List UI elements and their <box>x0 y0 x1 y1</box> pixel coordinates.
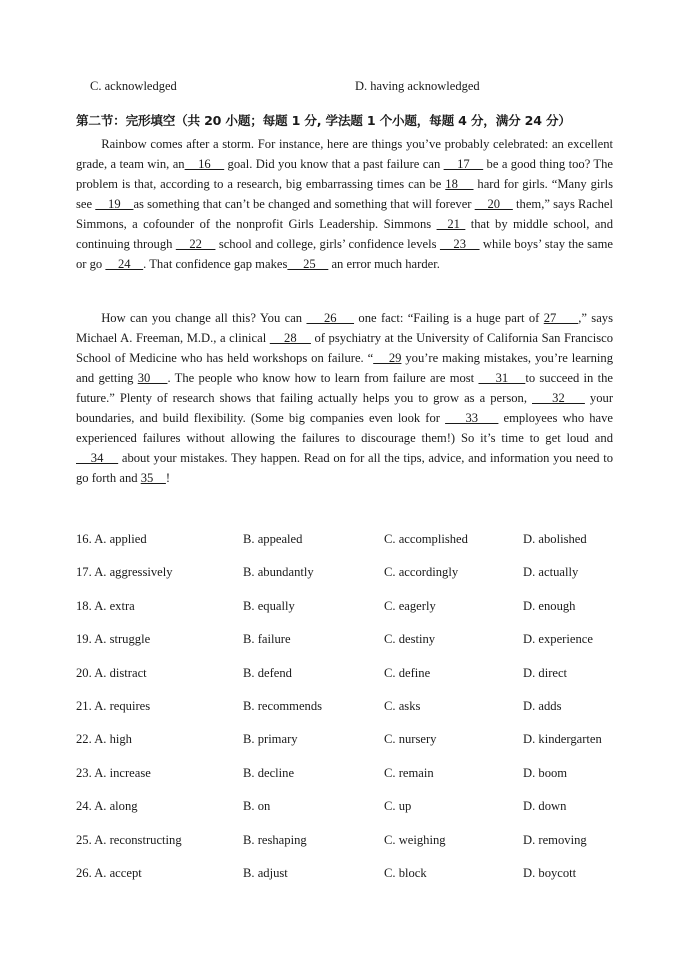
choice-a: 18. A. extra <box>76 598 135 613</box>
passage-text: you’re making mistakes, you’re learning and getting <box>76 351 613 385</box>
choice-c: C. destiny <box>384 632 436 647</box>
passage-text: be a good thing too? The problem is that, according to a research, big embarrassing times can be <box>76 157 614 191</box>
choice-a: 25. A. reconstructing <box>76 832 182 847</box>
choice-c: C. eagerly <box>384 598 436 613</box>
choice-d: D. abolished <box>523 532 587 546</box>
cloze-paragraph-2 <box>76 308 613 488</box>
blank-28: 28 <box>269 331 311 345</box>
choice-b: B. decline <box>243 765 295 780</box>
choice-d: D. boycott <box>523 866 577 880</box>
choice-c: C. weighing <box>384 832 446 847</box>
choice-c: C. accomplished <box>384 532 468 546</box>
question-row <box>76 599 636 619</box>
choice-d: D. boom <box>523 765 568 780</box>
choice-d: D. adds <box>523 699 562 713</box>
passage-text: . The people who know how to learn from failure are most <box>167 371 479 385</box>
blank-26: 26 <box>306 311 355 325</box>
choice-c: C. define <box>384 665 431 680</box>
blank-32: 32 <box>532 391 585 405</box>
passage-text: hard for girls. “Many girls see <box>76 177 614 211</box>
choice-b: B. adjust <box>243 866 288 880</box>
question-row <box>76 766 636 786</box>
choice-d: D. down <box>523 799 567 814</box>
blank-23: 23 <box>439 237 480 251</box>
choice-c: C. accordingly <box>384 565 459 580</box>
passage-text: to succeed in the future.” Plenty of research shows that failing actually helps you to grow as a person, <box>76 371 614 405</box>
blank-27: 27 <box>543 311 579 325</box>
question-row <box>76 732 636 752</box>
choice-c: C. remain <box>384 765 434 780</box>
blank-24: 24 <box>105 257 144 271</box>
passage-text: them,” says Rachel Simmons, a cofounder of the nonprofit Girls Leadership. Simmons <box>76 197 613 231</box>
option-d: D. having acknowledged <box>355 79 480 93</box>
passage-text: about your mistakes. They happen. Read on for all the tips, advice, and information you need to go forth and <box>76 451 613 485</box>
passage-text: an error much harder. <box>328 257 440 271</box>
passage-text: ! <box>165 471 171 485</box>
choice-b: B. appealed <box>243 532 303 546</box>
blank-35: 35 <box>140 471 166 485</box>
choice-a: 24. A. along <box>76 799 138 814</box>
choice-c: C. asks <box>384 699 421 713</box>
choice-b: B. equally <box>243 598 295 613</box>
blank-22: 22 <box>175 237 216 251</box>
choice-b: B. abundantly <box>243 565 314 580</box>
passage-text: Rainbow comes after a storm. For instance, here are things you’ve probably celebrated: an excellent grade, a team win, an <box>76 137 613 171</box>
passage-text: employees who have experienced failures without allowing the failures to discourage them!) So it’s time to get loud and <box>76 411 614 445</box>
question-row <box>76 699 636 719</box>
passage-text: school and college, girls’ confidence levels <box>215 237 440 251</box>
choice-a: 19. A. struggle <box>76 632 151 647</box>
passage-text: goal. Did you know that a past failure can <box>224 157 444 171</box>
choice-a: 17. A. aggressively <box>76 565 173 580</box>
choice-a: 22. A. high <box>76 732 132 747</box>
choice-c: C. nursery <box>384 732 437 747</box>
question-row <box>76 833 636 853</box>
choice-b: B. failure <box>243 632 291 647</box>
blank-29: 29 <box>373 351 402 365</box>
blank-33: 33 <box>445 411 499 425</box>
blank-30: 30 <box>137 371 168 385</box>
choice-b: B. primary <box>243 732 298 747</box>
blank-34: 34 <box>76 451 119 465</box>
question-row <box>76 866 636 886</box>
choice-d: D. direct <box>523 665 568 680</box>
section-title: 第二节：完形填空（共 20 小题；每题 1 分, 学法题 1 个小题，每题 4 分，满分 24 分） <box>76 113 571 128</box>
blank-20: 20 <box>474 197 513 211</box>
choice-b: B. defend <box>243 665 292 680</box>
choice-c: C. block <box>384 866 427 880</box>
choice-d: D. experience <box>523 632 593 647</box>
choice-b: B. recommends <box>243 699 323 713</box>
blank-21: 21 <box>436 217 466 231</box>
choice-d: D. kindergarten <box>523 732 602 747</box>
blank-25: 25 <box>287 257 329 271</box>
choice-d: D. enough <box>523 598 576 613</box>
choice-c: C. up <box>384 799 412 814</box>
option-c: C. acknowledged <box>90 79 177 93</box>
question-row <box>76 632 636 652</box>
passage-text: ,” says Michael A. Freeman, M.D., a clinical <box>76 311 614 345</box>
passage-text: How can you change all this? You can <box>101 311 307 325</box>
choice-b: B. reshaping <box>243 832 307 847</box>
choice-a: 26. A. accept <box>76 866 142 880</box>
choice-a: 23. A. increase <box>76 765 151 780</box>
choice-d: D. removing <box>523 832 587 847</box>
blank-18: 18 <box>445 177 474 191</box>
passage-text: while boys’ stay the same or go <box>76 237 614 271</box>
blank-16: 16 <box>184 157 225 171</box>
choice-b: B. on <box>243 799 271 814</box>
choice-d: D. actually <box>523 565 579 580</box>
blank-17: 17 <box>443 157 484 171</box>
passage-text: as something that can’t be changed and something that will forever <box>133 197 475 211</box>
question-row <box>76 666 636 686</box>
choice-a: 16. A. applied <box>76 532 147 546</box>
cloze-paragraph-1 <box>76 134 613 274</box>
choice-a: 21. A. requires <box>76 699 151 713</box>
choice-a: 20. A. distract <box>76 665 147 680</box>
passage-text: . That confidence gap makes <box>143 257 288 271</box>
passage-text: that by middle school, and continuing through <box>76 217 613 251</box>
passage-text: of psychiatry at the University of California San Francisco School of Medicine who has held workshops on failure. “ <box>76 331 613 365</box>
blank-19: 19 <box>95 197 134 211</box>
passage-text: your boundaries, and build flexibility. (Some big companies even look for <box>76 391 614 425</box>
question-row <box>76 799 636 819</box>
passage-text: one fact: “Failing is a huge part of <box>354 311 544 325</box>
question-row <box>76 565 636 585</box>
question-row <box>76 532 636 552</box>
blank-31: 31 <box>478 371 526 385</box>
